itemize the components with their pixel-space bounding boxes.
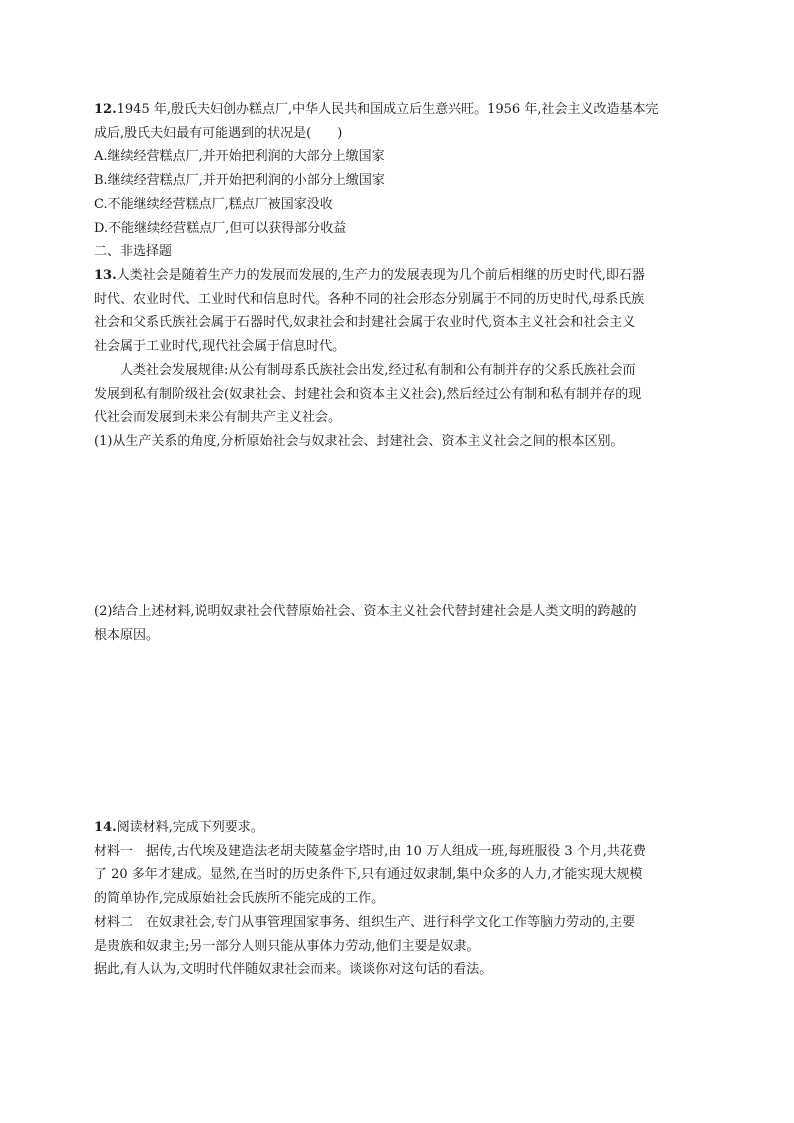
- q13-subquestion-1: (1)从生产关系的角度,分析原始社会与奴隶社会、封建社会、资本主义社会之间的根本区别。: [94, 433, 624, 449]
- q14-question: 据此,有人认为,文明时代伴随奴隶社会而来。谈谈你对这句话的看法。: [94, 962, 493, 978]
- q14-material1-line-2: 了 20 多年才建成。显然,在当时的历史条件下,只有通过奴隶制,集中众多的人力,才能实现大规模: [94, 867, 643, 883]
- question-14: [94, 816, 700, 982]
- question-12: [94, 98, 700, 264]
- section-title: 二、非选择题: [94, 244, 173, 260]
- q13-para1-line-2: 时代、农业时代、工业时代和信息时代。各种不同的社会形态分别属于不同的历史时代,母系氏族: [94, 291, 645, 307]
- q14-number: 14.: [94, 820, 117, 835]
- q13-para2-line-3: 代社会而发展到未来公有制共产主义社会。: [94, 410, 342, 426]
- q14-material2-line-1: 材料二 在奴隶社会,专门从事管理国家事务、组织生产、进行科学文化工作等脑力劳动的,主要: [94, 914, 636, 930]
- q13-subquestion-2-line-1: (2)结合上述材料,说明奴隶社会代替原始社会、资本主义社会代替封建社会是人类文明的跨越的: [94, 604, 637, 619]
- q13-para2-line-2: 发展到私有制阶级社会(奴隶社会、封建社会和资本主义社会),然后经过公有制和私有制并存的现: [94, 386, 642, 402]
- question-13-part-2: [94, 600, 700, 647]
- q12-stem-line-2: 成后,殷氏夫妇最有可能遇到的状况是( ): [94, 125, 343, 141]
- q13-number: 13.: [94, 268, 117, 283]
- question-13: [94, 264, 700, 454]
- q12-option-b: B.继续经营糕点厂,并开始把利润的小部分上缴国家: [94, 173, 385, 189]
- q14-material1-line-1: 材料一 据传,古代埃及建造法老胡夫陵墓金字塔时,由 10 万人组成一班,每班服役 3 个月,共花费: [94, 843, 646, 859]
- q13-subquestion-2-line-2: 根本原因。: [94, 627, 160, 643]
- q13-para2-line-1: 人类社会发展规律:从公有制母系氏族社会出发,经过私有制和公有制并存的父系氏族社会而: [120, 362, 636, 378]
- q13-para1-line-3: 社会和父系氏族社会属于石器时代,奴隶社会和封建社会属于农业时代,资本主义社会和社会主义: [94, 315, 636, 331]
- q12-option-d: D.不能继续经营糕点厂,但可以获得部分收益: [94, 220, 347, 236]
- q12-stem-line-1: 12.1945 年,殷氏夫妇创办糕点厂,中华人民共和国成立后生意兴旺。1956 年,社会主义改造基本完: [94, 102, 659, 117]
- q14-material2-line-2: 是贵族和奴隶主;另一部分人则只能从事体力劳动,他们主要是奴隶。: [94, 938, 480, 954]
- q14-intro: 14.阅读材料,完成下列要求。: [94, 820, 264, 835]
- q14-material1-line-3: 的简单协作,完成原始社会氏族所不能完成的工作。: [94, 891, 385, 907]
- q12-option-a: A.继续经营糕点厂,并开始把利润的大部分上缴国家: [94, 149, 385, 165]
- q12-option-c: C.不能继续经营糕点厂,糕点厂被国家没收: [94, 196, 333, 212]
- q13-para1-line-4: 社会属于工业时代,现代社会属于信息时代。: [94, 339, 346, 355]
- q12-number: 12.: [94, 102, 117, 117]
- q13-para1-line-1: 13.人类社会是随着生产力的发展而发展的,生产力的发展表现为几个前后相继的历史时代,即石器: [94, 268, 645, 283]
